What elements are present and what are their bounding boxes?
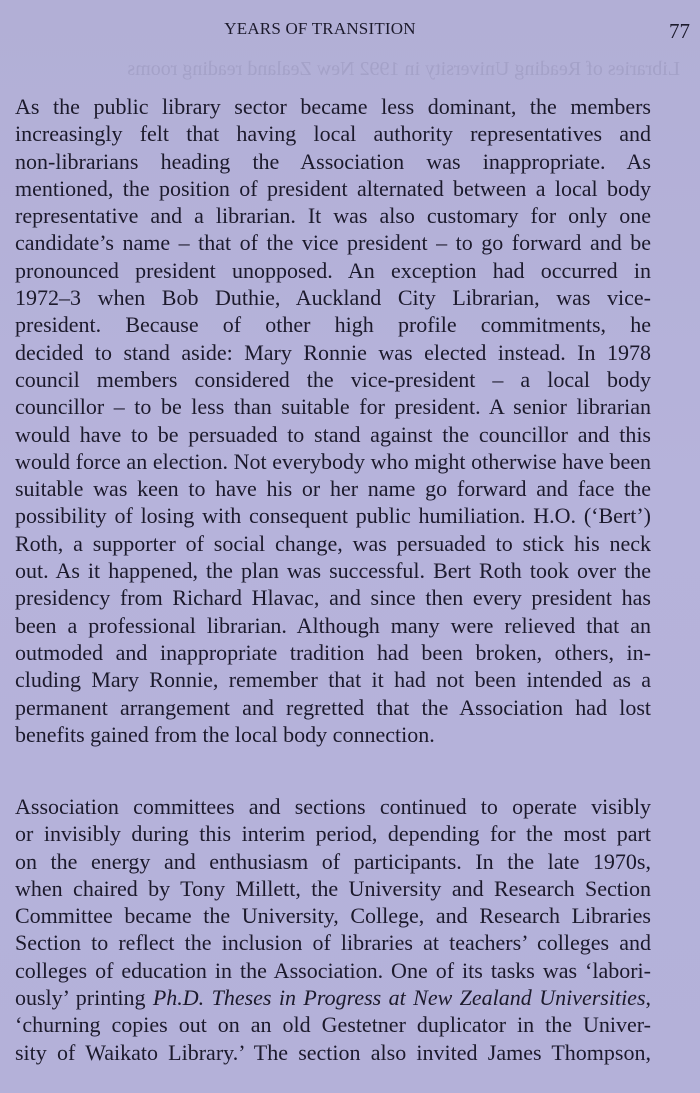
text-run: sity of Waikato Library.’ The section also invited James Thompson,: [15, 1039, 651, 1065]
text-line: representative and a librarian. It was also customary for only one: [15, 203, 651, 229]
text-run: or invisibly during this interim period, depending for the most part: [15, 821, 651, 847]
body-paragraph-2: [15, 793, 651, 1066]
text-line: non-librarians heading the Association was inappropriate. As: [15, 148, 651, 174]
text-run: ously’ printing: [15, 985, 153, 1011]
text-line: been a professional librarian. Although many were relieved that an: [15, 612, 651, 638]
page-number: 77: [669, 19, 690, 43]
text-line: would force an election. Not everybody who might otherwise have been: [15, 448, 651, 474]
text-line: [15, 984, 651, 1011]
text-line: would have to be persuaded to stand against the councillor and this: [15, 421, 651, 447]
text-run: on the energy and enthusiasm of participants. In the late 1970s,: [15, 848, 651, 874]
text-line: [15, 902, 651, 929]
text-line: out. As it happened, the plan was successful. Bert Roth took over the: [15, 558, 651, 584]
text-line: outmoded and inappropriate tradition had been broken, others, in-: [15, 639, 651, 665]
text-line: benefits gained from the local body connection.: [15, 721, 435, 747]
text-line: president. Because of other high profile commitments, he: [15, 312, 651, 338]
body-paragraph-1: [15, 93, 651, 748]
text-line: [15, 957, 651, 984]
text-line: pronounced president unopposed. An exception had occurred in: [15, 257, 651, 283]
text-line: councillor – to be less than suitable for president. A senior librarian: [15, 394, 651, 420]
text-line: possibility of losing with consequent public humiliation. H.O. (‘Bert’): [15, 503, 651, 529]
text-line: presidency from Richard Hlavac, and since then every president has: [15, 585, 651, 611]
text-run: Association committees and sections continued to operate visibly: [15, 794, 651, 819]
text-run: Committee became the University, College, and Research Libraries: [15, 903, 651, 929]
text-line: [15, 1011, 651, 1038]
text-line: mentioned, the position of president alternated between a local body: [15, 175, 651, 201]
text-line: council members considered the vice-president – a local body: [15, 366, 651, 392]
show-through-text: Libraries of Reading University in 1992 New Zealand reading rooms: [127, 58, 680, 80]
text-line: [15, 820, 651, 847]
text-line: Roth, a supporter of social change, was persuaded to stick his neck: [15, 530, 651, 556]
text-line: [15, 793, 651, 820]
text-line: [15, 848, 651, 875]
text-line: [15, 929, 651, 956]
text-line: 1972–3 when Bob Duthie, Auckland City Librarian, was vice-: [15, 285, 651, 311]
text-line: increasingly felt that having local authority representatives and: [15, 121, 651, 147]
running-head: YEARS OF TRANSITION: [224, 19, 416, 38]
text-line: [15, 875, 651, 902]
text-line: cluding Mary Ronnie, remember that it had not been intended as a: [15, 667, 651, 693]
text-line: As the public library sector became less dominant, the members: [15, 94, 651, 119]
italic-title: Ph.D. Theses in Progress at New Zealand Universities: [152, 985, 646, 1011]
text-run: ,: [645, 985, 652, 1011]
text-run: when chaired by Tony Millett, the University and Research Section: [15, 875, 651, 901]
text-run: Section to reflect the inclusion of libraries at teachers’ colleges and: [15, 930, 651, 956]
text-line: suitable was keen to have his or her name go forward and face the: [15, 476, 651, 502]
text-line: candidate’s name – that of the vice president – to go forward and be: [15, 230, 651, 256]
text-run: colleges of education in the Association. One of its tasks was ‘labori-: [15, 957, 651, 983]
text-line: decided to stand aside: Mary Ronnie was elected instead. In 1978: [15, 339, 651, 365]
text-run: ‘churning copies out on an old Gestetner duplicator in the Univer-: [15, 1012, 651, 1038]
text-line: [15, 1039, 651, 1066]
text-line: permanent arrangement and regretted that the Association had lost: [15, 694, 651, 720]
